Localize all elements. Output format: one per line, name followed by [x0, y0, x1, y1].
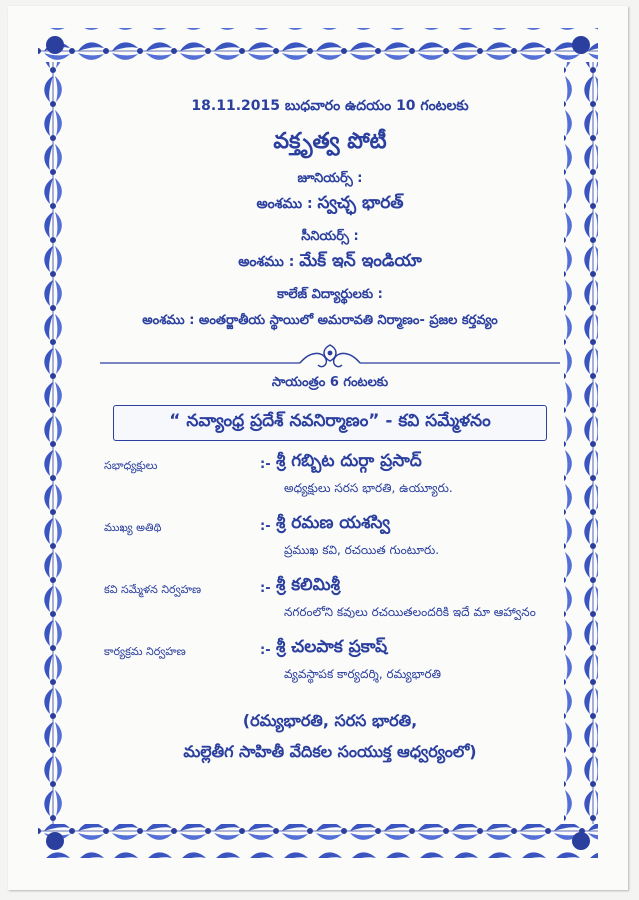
role-label: సభాధ్యక్షులు	[104, 459, 158, 472]
organizers-line-1: (రమ్యభారతి, సరస భారతి,	[242, 711, 418, 730]
divider-ornament	[100, 341, 560, 371]
role-separator: :-	[260, 643, 271, 658]
role-description: నగరంలోని కవులు రచయితలందరికి ఇదే మా ఆహ్వానం	[284, 605, 536, 619]
organizers-line-2: మల్లెతీగ సాహితీ వేదికల సంయుక్త ఆధ్వర్యంలో)	[183, 742, 477, 761]
senior-topic-prefix: అంశము :	[238, 254, 295, 270]
poetry-banner	[113, 405, 547, 441]
flourish-divider	[100, 341, 560, 371]
role-person: శ్రీ గబ్బిట దుర్గా ప్రసాద్	[276, 451, 422, 471]
role-chief-guest	[100, 513, 560, 565]
role-description: అధ్యక్షులు సరస భారతి, ఉయ్యూరు.	[284, 481, 453, 495]
role-separator: :-	[260, 457, 271, 472]
senior-topic	[100, 251, 560, 275]
senior-topic-text: మేక్ ఇన్ ఇండియా	[299, 251, 422, 271]
role-poetry-host	[100, 575, 560, 627]
role-program-host	[100, 637, 560, 689]
banner-text: “ నవ్యాంధ్ర ప్రదేశ్ నవనిర్మాణం” - కవి సమ్మేళనం	[169, 411, 491, 431]
evening-line: సాయంత్రం 6 గంటలకు	[271, 375, 389, 390]
college-topic: అంశము : అంతర్జాతీయ స్థాయిలో అమరావతి నిర్మాణం- ప్రజల కర్తవ్యం	[142, 313, 498, 328]
date-line: 18.11.2015 బుధవారం ఉదయం 10 గంటలకు	[191, 98, 469, 114]
role-label: ముఖ్య అతిథి	[104, 521, 162, 534]
role-person: శ్రీ రమణ యశస్వి	[276, 513, 391, 533]
role-label: కార్యక్రమ నిర్వహణ	[104, 645, 186, 658]
role-description: ప్రముఖ కవి, రచయిత గుంటూరు.	[284, 543, 440, 557]
role-person: శ్రీ కలిమిశ్రీ	[276, 575, 340, 595]
role-separator: :-	[260, 581, 271, 596]
senior-label: సీనియర్స్ :	[301, 229, 359, 244]
junior-topic-prefix: అంశము :	[256, 196, 313, 212]
role-description: వ్యవస్థాపక కార్యదర్శి, రమ్యభారతి	[284, 667, 442, 681]
role-label: కవి సమ్మేళన నిర్వహణ	[104, 583, 202, 596]
junior-topic	[100, 193, 560, 217]
card-content	[100, 94, 560, 765]
event-title: వక్తృత్వ పోటీ	[273, 129, 387, 154]
college-label: కాలేజ్ విద్యార్థులకు :	[277, 287, 383, 302]
invitation-card	[8, 6, 628, 890]
junior-label: జూనియర్స్ :	[297, 171, 363, 186]
role-president	[100, 451, 560, 503]
role-separator: :-	[260, 519, 271, 534]
role-person: శ్రీ చలపాక ప్రకాష్	[276, 637, 388, 657]
junior-topic-text: స్వచ్ఛ భారత్	[317, 193, 404, 213]
